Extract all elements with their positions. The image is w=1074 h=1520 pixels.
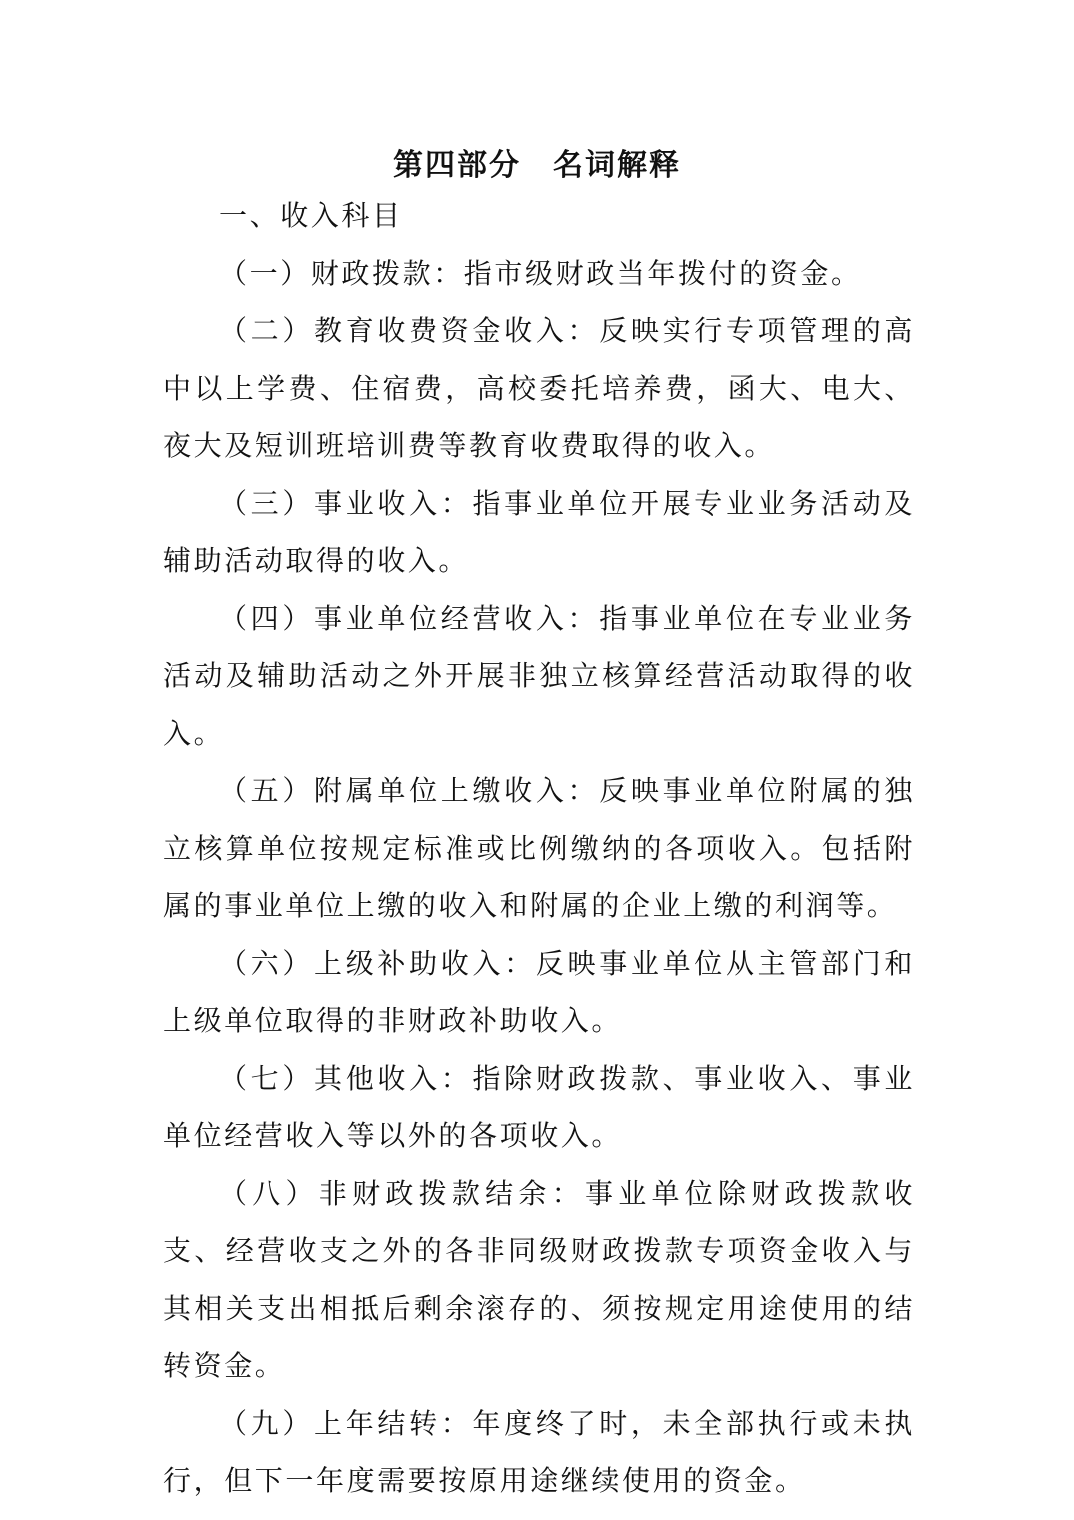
- paragraph-business-income: （三）事业收入：指事业单位开展专业业务活动及辅助活动取得的收入。: [163, 486, 915, 577]
- section-heading: 一、收入科目: [219, 199, 403, 232]
- page-title: 第四部分 名词解释: [393, 148, 681, 183]
- paragraph-affiliated-unit-income: （五）附属单位上缴收入：反映事业单位附属的独立核算单位按规定标准或比例缴纳的各项收入。包括附属的事业单位上缴的收入和附属的企业上缴的利润等。: [163, 774, 915, 922]
- paragraph-prior-year-carryover: （九）上年结转：年度终了时，未全部执行或未执行，但下一年度需要按原用途继续使用的资金。: [163, 1406, 915, 1497]
- paragraph-operating-income: （四）事业单位经营收入：指事业单位在专业业务活动及辅助活动之外开展非独立核算经营活动取得的收入。: [163, 601, 915, 750]
- document-body: [163, 187, 915, 1510]
- paragraph-non-fiscal-balance: （八）非财政拨款结余：事业单位除财政拨款收支、经营收支之外的各非同级财政拨款专项资金收入与其相关支出相抵后剩余滚存的、须按规定用途使用的结转资金。: [163, 1176, 915, 1382]
- paragraph-other-income: （七）其他收入：指除财政拨款、事业收入、事业单位经营收入等以外的各项收入。: [163, 1061, 915, 1152]
- paragraph-education-fee-income: （二）教育收费资金收入：反映实行专项管理的高中以上学费、住宿费，高校委托培养费，函大、电大、夜大及短训班培训费等教育收费取得的收入。: [163, 314, 915, 462]
- paragraph-superior-subsidy-income: （六）上级补助收入：反映事业单位从主管部门和上级单位取得的非财政补助收入。: [163, 946, 915, 1037]
- paragraph-fiscal-appropriation: （一）财政拨款：指市级财政当年拨付的资金。: [219, 256, 862, 290]
